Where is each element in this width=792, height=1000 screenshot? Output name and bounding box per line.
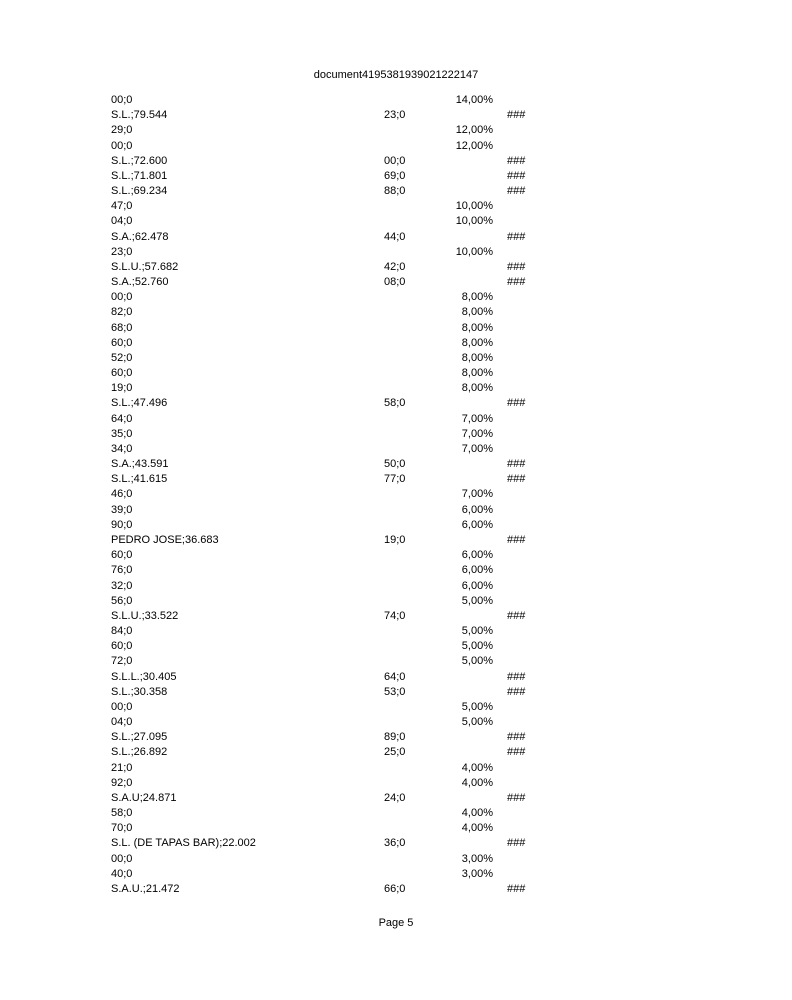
entry-name-cell: 21;0 [111,761,133,774]
entry-name-cell: 19;0 [111,382,133,395]
table-row [0,108,792,123]
table-row [0,518,792,533]
entry-name-cell: S.L. (DE TAPAS BAR);22.002 [111,837,256,850]
overflow-cell: ### [507,685,526,698]
percent-cell: 8,00% [461,321,493,334]
table-row [0,275,792,290]
overflow-cell: ### [507,169,526,182]
code-cell: 64;0 [384,670,406,683]
entry-name-cell: S.L.;72.600 [111,154,168,167]
table-row [0,260,792,275]
entry-name-cell: 00;0 [111,94,133,106]
table-row [0,836,792,851]
code-cell: 00;0 [384,154,406,167]
table-row [0,533,792,548]
overflow-cell: ### [507,473,526,486]
table-row [0,396,792,411]
entry-name-cell: 52;0 [111,351,133,364]
entry-name-cell: 56;0 [111,594,133,607]
percent-cell: 7,00% [461,412,493,425]
entry-name-cell: S.A.;62.478 [111,230,169,243]
overflow-cell: ### [507,154,526,167]
table-row [0,412,792,427]
table-row [0,654,792,669]
table-row [0,670,792,685]
entry-name-cell: 00;0 [111,291,133,304]
table-row [0,214,792,229]
percent-cell: 7,00% [461,442,493,455]
percent-cell: 12,00% [455,124,493,137]
percent-cell: 4,00% [461,776,493,789]
overflow-cell: ### [507,185,526,198]
percent-cell: 8,00% [461,291,493,304]
table-row [0,139,792,154]
overflow-cell: ### [507,109,526,122]
entry-name-cell: 00;0 [111,139,133,152]
table-row [0,381,792,396]
percent-cell: 10,00% [455,245,493,258]
entry-name-cell: 72;0 [111,655,133,668]
overflow-cell: ### [507,397,526,410]
page-number: Page 5 [378,917,414,929]
entry-name-cell: 04;0 [111,716,133,729]
percent-cell: 14,00% [455,94,493,106]
entry-name-cell: S.L.;69.234 [111,185,168,198]
percent-cell: 10,00% [455,215,493,228]
code-cell: 23;0 [384,109,406,122]
overflow-cell: ### [507,746,526,759]
table-row [0,457,792,472]
overflow-cell: ### [507,230,526,243]
table-row [0,305,792,320]
percent-cell: 6,00% [461,503,493,516]
entry-name-cell: 34;0 [111,442,133,455]
code-cell: 50;0 [384,458,406,471]
table-row [0,230,792,245]
table-row [0,791,792,806]
code-cell: 77;0 [384,473,406,486]
table-row [0,442,792,457]
code-cell: 74;0 [384,609,406,622]
percent-cell: 4,00% [461,822,493,835]
entry-name-cell: S.A.;52.760 [111,276,169,289]
table-row [0,730,792,745]
percent-cell: 7,00% [461,488,493,501]
entry-name-cell: 68;0 [111,321,133,334]
entry-name-cell: 60;0 [111,549,133,562]
overflow-cell: ### [507,670,526,683]
table-row [0,351,792,366]
table-row [0,548,792,563]
table-row [0,821,792,836]
entry-name-cell: 39;0 [111,503,133,516]
percent-cell: 12,00% [455,139,493,152]
table-row [0,154,792,169]
code-cell: 88;0 [384,185,406,198]
table-row [0,882,792,897]
table-row [0,169,792,184]
percent-cell: 7,00% [461,427,493,440]
overflow-cell: ### [507,882,526,895]
entry-name-cell: 23;0 [111,245,133,258]
entry-name-cell: 60;0 [111,336,133,349]
table-row [0,503,792,518]
percent-cell: 5,00% [461,594,493,607]
entry-name-cell: 90;0 [111,518,133,531]
table-row [0,867,792,882]
table-row [0,336,792,351]
table-row [0,321,792,336]
entry-name-cell: 92;0 [111,776,133,789]
document-title: document4195381939021222147 [313,69,479,81]
table-row [0,184,792,199]
percent-cell: 5,00% [461,655,493,668]
entry-name-cell: S.A.U;24.871 [111,791,177,804]
entry-name-cell: 84;0 [111,625,133,638]
percent-cell: 3,00% [461,867,493,880]
percent-cell: 8,00% [461,306,493,319]
code-cell: 25;0 [384,746,406,759]
entry-name-cell: 00;0 [111,852,133,865]
table-row [0,685,792,700]
table-row [0,290,792,305]
percent-cell: 5,00% [461,625,493,638]
entry-name-cell: S.L.U.;57.682 [111,260,179,273]
table-row [0,427,792,442]
entry-name-cell: 60;0 [111,367,133,380]
overflow-cell: ### [507,609,526,622]
entry-name-cell: 70;0 [111,822,133,835]
entry-name-cell: S.A.U.;21.472 [111,882,180,895]
overflow-cell: ### [507,276,526,289]
code-cell: 19;0 [384,533,406,546]
entry-name-cell: PEDRO JOSE;36.683 [111,533,219,546]
code-cell: 58;0 [384,397,406,410]
entry-name-cell: 60;0 [111,640,133,653]
table-row [0,639,792,654]
entry-name-cell: S.L.L.;30.405 [111,670,177,683]
entry-name-cell: 58;0 [111,807,133,820]
entry-name-cell: S.A.;43.591 [111,458,169,471]
table-row [0,761,792,776]
percent-cell: 8,00% [461,336,493,349]
data-table [0,93,792,897]
table-row [0,123,792,138]
code-cell: 89;0 [384,731,406,744]
table-row [0,487,792,502]
table-row [0,93,792,108]
table-row [0,806,792,821]
code-cell: 24;0 [384,791,406,804]
entry-name-cell: 76;0 [111,564,133,577]
table-row [0,700,792,715]
table-row [0,609,792,624]
table-row [0,852,792,867]
overflow-cell: ### [507,837,526,850]
entry-name-cell: 46;0 [111,488,133,501]
percent-cell: 5,00% [461,700,493,713]
percent-cell: 3,00% [461,852,493,865]
entry-name-cell: 00;0 [111,700,133,713]
entry-name-cell: S.L.;26.892 [111,746,168,759]
table-row [0,745,792,760]
overflow-cell: ### [507,533,526,546]
code-cell: 42;0 [384,260,406,273]
code-cell: 66;0 [384,882,406,895]
percent-cell: 6,00% [461,518,493,531]
table-row [0,245,792,260]
percent-cell: 5,00% [461,716,493,729]
entry-name-cell: 40;0 [111,867,133,880]
entry-name-cell: 64;0 [111,412,133,425]
percent-cell: 6,00% [461,549,493,562]
table-row [0,472,792,487]
percent-cell: 8,00% [461,351,493,364]
code-cell: 36;0 [384,837,406,850]
entry-name-cell: 82;0 [111,306,133,319]
percent-cell: 4,00% [461,807,493,820]
entry-name-cell: S.L.;71.801 [111,169,168,182]
entry-name-cell: S.L.;79.544 [111,109,168,122]
overflow-cell: ### [507,458,526,471]
percent-cell: 5,00% [461,640,493,653]
percent-cell: 10,00% [455,200,493,213]
entry-name-cell: S.L.;47.496 [111,397,168,410]
overflow-cell: ### [507,791,526,804]
percent-cell: 6,00% [461,564,493,577]
table-row [0,563,792,578]
entry-name-cell: 47;0 [111,200,133,213]
percent-cell: 8,00% [461,367,493,380]
code-cell: 44;0 [384,230,406,243]
entry-name-cell: 35;0 [111,427,133,440]
table-row [0,594,792,609]
code-cell: 69;0 [384,169,406,182]
table-row [0,776,792,791]
entry-name-cell: 29;0 [111,124,133,137]
percent-cell: 6,00% [461,579,493,592]
overflow-cell: ### [507,731,526,744]
percent-cell: 8,00% [461,382,493,395]
entry-name-cell: S.L.;30.358 [111,685,168,698]
entry-name-cell: 04;0 [111,215,133,228]
entry-name-cell: S.L.U.;33.522 [111,609,179,622]
entry-name-cell: S.L.;27.095 [111,731,168,744]
entry-name-cell: 32;0 [111,579,133,592]
table-row [0,624,792,639]
percent-cell: 4,00% [461,761,493,774]
table-row [0,715,792,730]
table-row [0,579,792,594]
code-cell: 08;0 [384,276,406,289]
entry-name-cell: S.L.;41.615 [111,473,168,486]
overflow-cell: ### [507,260,526,273]
table-row [0,366,792,381]
table-row [0,199,792,214]
code-cell: 53;0 [384,685,406,698]
